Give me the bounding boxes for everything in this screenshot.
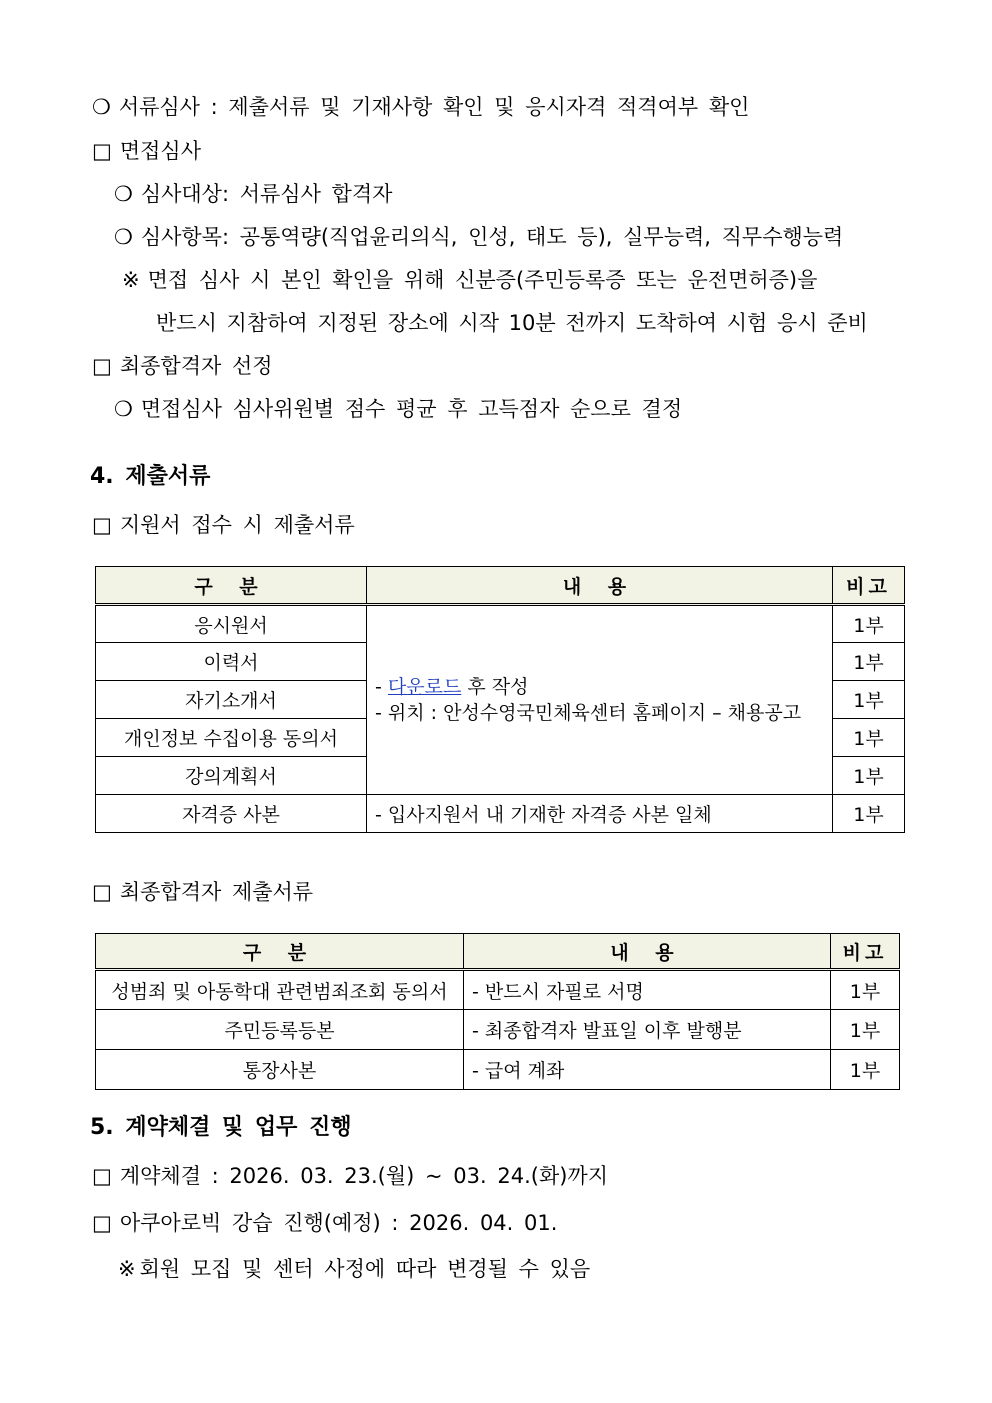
note-cell: 1부 <box>833 719 905 757</box>
contract-text: 계약체결 : 2026. 03. 23.(월) ~ 03. 24.(화)까지 <box>119 1164 609 1188</box>
application-docs-text: 지원서 접수 시 제출서류 <box>119 513 355 537</box>
doc-name-cell: 강의계획서 <box>96 757 367 795</box>
table-row <box>96 1010 900 1050</box>
table-row <box>96 795 905 833</box>
download-link[interactable]: 다운로드 <box>387 676 462 698</box>
box-bullet-icon: □ <box>92 880 112 904</box>
download-rest-text: 후 작성 <box>461 676 529 698</box>
dash-text: - <box>375 676 388 698</box>
box-bullet-icon: □ <box>92 354 112 378</box>
doc-name-cell: 자격증 사본 <box>96 795 367 833</box>
circle-bullet-icon: ❍ <box>92 95 111 119</box>
interview-heading-text: 면접심사 <box>119 139 201 163</box>
change-note-line <box>118 1255 590 1283</box>
circle-bullet-icon: ❍ <box>114 397 133 421</box>
box-bullet-icon: □ <box>92 1164 112 1188</box>
note-cell: 1부 <box>831 970 900 1010</box>
table-header-row <box>96 934 900 970</box>
aquarobic-line <box>92 1209 557 1237</box>
final-selection-detail-text: 면접심사 심사위원별 점수 평균 후 고득점자 순으로 결정 <box>140 397 683 421</box>
aquarobic-text: 아쿠아로빅 강습 진행(예정) : 2026. 04. 01. <box>119 1211 558 1235</box>
doc-name-cell: 주민등록등본 <box>96 1010 464 1050</box>
header-category: 구 분 <box>96 567 367 605</box>
doc-review-text: 서류심사 : 제출서류 및 기재사항 확인 및 응시자격 적격여부 확인 <box>118 95 750 119</box>
header-note: 비고 <box>831 934 900 970</box>
doc-name-cell: 자기소개서 <box>96 681 367 719</box>
doc-review-line <box>92 93 749 121</box>
note-cell: 1부 <box>833 643 905 681</box>
interview-note-continued-text: 반드시 지참하여 지정된 장소에 시작 10분 전까지 도착하여 시험 응시 준비 <box>156 311 868 335</box>
note-cell: 1부 <box>831 1050 900 1090</box>
content-line-download <box>375 674 824 700</box>
table-row <box>96 970 900 1010</box>
interview-note-line <box>122 266 817 294</box>
header-content: 내 용 <box>367 567 833 605</box>
table-header-row <box>96 567 905 605</box>
interview-target-line <box>114 180 392 208</box>
interview-note-text: 면접 심사 시 본인 확인을 위해 신분증(주민등록증 또는 운전면허증)을 <box>147 268 818 292</box>
box-bullet-icon: □ <box>92 139 112 163</box>
box-bullet-icon: □ <box>92 1211 112 1235</box>
note-cell: 1부 <box>833 757 905 795</box>
doc-name-cell: 성범죄 및 아동학대 관련범죄조회 동의서 <box>96 970 464 1010</box>
change-note-text: 회원 모집 및 센터 사정에 따라 변경될 수 있음 <box>139 1257 591 1281</box>
final-selection-text: 최종합격자 선정 <box>119 354 273 378</box>
final-docs-table <box>95 933 900 1090</box>
circle-bullet-icon: ❍ <box>114 225 133 249</box>
interview-note-continued <box>156 309 868 337</box>
final-docs-text: 최종합격자 제출서류 <box>119 880 314 904</box>
interview-criteria-text: 심사항목: 공통역량(직업윤리의식, 인성, 태도 등), 실무능력, 직무수행능력 <box>140 225 844 249</box>
note-cell: 1부 <box>833 795 905 833</box>
doc-name-cell: 통장사본 <box>96 1050 464 1090</box>
content-line-location: - 위치 : 안성수영국민체육센터 홈페이지 – 채용공고 <box>375 702 802 724</box>
interview-heading-line <box>92 137 201 165</box>
doc-name-cell: 이력서 <box>96 643 367 681</box>
note-cell: 1부 <box>833 605 905 643</box>
doc-name-cell: 응시원서 <box>96 605 367 643</box>
table-row <box>96 605 905 643</box>
header-note: 비고 <box>833 567 905 605</box>
header-content: 내 용 <box>464 934 831 970</box>
section4-heading: 4. 제출서류 <box>90 464 211 489</box>
final-selection-detail-line <box>114 395 682 423</box>
reference-mark-icon: ※ <box>122 268 140 292</box>
content-cell: - 급여 계좌 <box>464 1050 831 1090</box>
application-docs-table <box>95 566 905 833</box>
doc-name-cell: 개인정보 수집이용 동의서 <box>96 719 367 757</box>
cert-content-cell: - 입사지원서 내 기재한 자격증 사본 일체 <box>367 795 833 833</box>
note-cell: 1부 <box>833 681 905 719</box>
table-row <box>96 1050 900 1090</box>
interview-criteria-line <box>114 223 843 251</box>
reference-mark-icon: ※ <box>118 1257 136 1281</box>
final-docs-line <box>92 878 313 906</box>
merged-content-cell <box>367 605 833 795</box>
contract-line <box>92 1162 608 1190</box>
section5-heading: 5. 계약체결 및 업무 진행 <box>90 1115 352 1140</box>
content-cell: - 최종합격자 발표일 이후 발행분 <box>464 1010 831 1050</box>
note-cell: 1부 <box>831 1010 900 1050</box>
final-selection-line <box>92 352 273 380</box>
circle-bullet-icon: ❍ <box>114 182 133 206</box>
box-bullet-icon: □ <box>92 513 112 537</box>
interview-target-text: 심사대상: 서류심사 합격자 <box>140 182 393 206</box>
application-docs-line <box>92 511 355 539</box>
content-cell: - 반드시 자필로 서명 <box>464 970 831 1010</box>
header-category: 구 분 <box>96 934 464 970</box>
